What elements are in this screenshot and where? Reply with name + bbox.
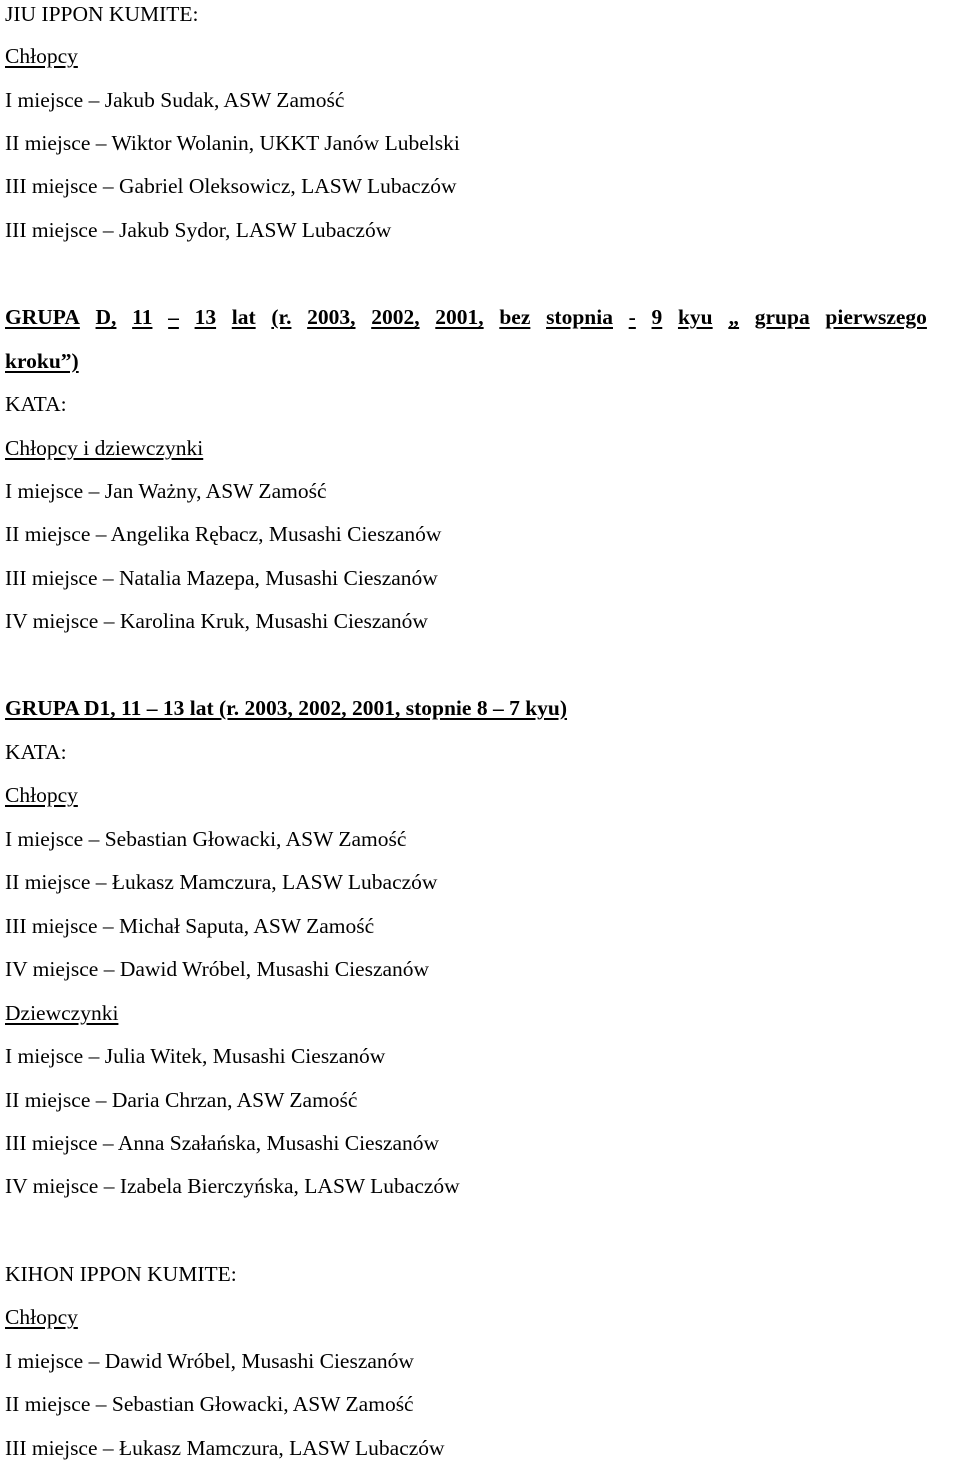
heading-word: stopnia [546, 305, 613, 329]
result-line: III miejsce – Jakub Sydor, LASW Lubaczów [5, 218, 392, 242]
heading-word: - [628, 305, 636, 329]
heading-word: 2003, [307, 305, 356, 329]
heading-word: D, [95, 305, 117, 329]
heading-word: 2002, [371, 305, 420, 329]
result-line: III miejsce – Michał Saputa, ASW Zamość [5, 914, 375, 938]
result-line: I miejsce – Jan Ważny, ASW Zamość [5, 479, 327, 503]
result-line: IV miejsce – Dawid Wróbel, Musashi Cieszanów [5, 957, 430, 981]
result-line: III miejsce – Natalia Mazepa, Musashi Cieszanów [5, 566, 438, 590]
heading-word: pierwszego [825, 305, 927, 329]
kata-label: KATA: [5, 392, 67, 416]
heading-word: „ [728, 305, 740, 329]
category-label: Chłopcy [5, 783, 78, 807]
group-heading-d [5, 303, 927, 331]
result-line: III miejsce – Anna Szałańska, Musashi Cieszanów [5, 1131, 440, 1155]
section-heading-jiu-ippon-kumite: JIU IPPON KUMITE: [5, 2, 199, 26]
category-label: Chłopcy [5, 1305, 78, 1329]
result-line: I miejsce – Sebastian Głowacki, ASW Zamość [5, 827, 407, 851]
heading-word: grupa [754, 305, 810, 329]
result-line: II miejsce – Wiktor Wolanin, UKKT Janów Lubelski [5, 131, 460, 155]
heading-word: 9 [651, 305, 663, 329]
heading-word: kyu [677, 305, 713, 329]
section-heading-kihon-ippon-kumite: KIHON IPPON KUMITE: [5, 1262, 237, 1286]
kata-label: KATA: [5, 740, 67, 764]
result-line: I miejsce – Julia Witek, Musashi Cieszanów [5, 1044, 386, 1068]
result-line: IV miejsce – Izabela Bierczyńska, LASW Lubaczów [5, 1174, 460, 1198]
category-label: Chłopcy [5, 44, 78, 68]
result-line: I miejsce – Jakub Sudak, ASW Zamość [5, 88, 345, 112]
result-line: II miejsce – Angelika Rębacz, Musashi Cieszanów [5, 522, 442, 546]
result-line: III miejsce – Gabriel Oleksowicz, LASW Lubaczów [5, 174, 457, 198]
result-line: I miejsce – Dawid Wróbel, Musashi Cieszanów [5, 1349, 414, 1373]
heading-word: GRUPA [5, 305, 80, 329]
heading-word: bez [499, 305, 531, 329]
heading-word: 11 [132, 305, 153, 329]
group-heading-d1: GRUPA D1, 11 – 13 lat (r. 2003, 2002, 2001, stopnie 8 – 7 kyu) [5, 696, 568, 720]
category-label: Chłopcy i dziewczynki [5, 436, 204, 460]
result-line: III miejsce – Łukasz Mamczura, LASW Lubaczów [5, 1436, 445, 1460]
heading-word: (r. [271, 305, 292, 329]
result-line: II miejsce – Sebastian Głowacki, ASW Zamość [5, 1392, 414, 1416]
heading-word: – [168, 305, 179, 329]
result-line: II miejsce – Daria Chrzan, ASW Zamość [5, 1088, 358, 1112]
result-line: II miejsce – Łukasz Mamczura, LASW Lubaczów [5, 870, 438, 894]
category-label: Dziewczynki [5, 1001, 119, 1025]
heading-word: 13 [194, 305, 217, 329]
group-heading-d-continued: kroku”) [5, 349, 79, 373]
heading-word: lat [231, 305, 256, 329]
result-line: IV miejsce – Karolina Kruk, Musashi Cieszanów [5, 609, 428, 633]
heading-word: 2001, [435, 305, 484, 329]
